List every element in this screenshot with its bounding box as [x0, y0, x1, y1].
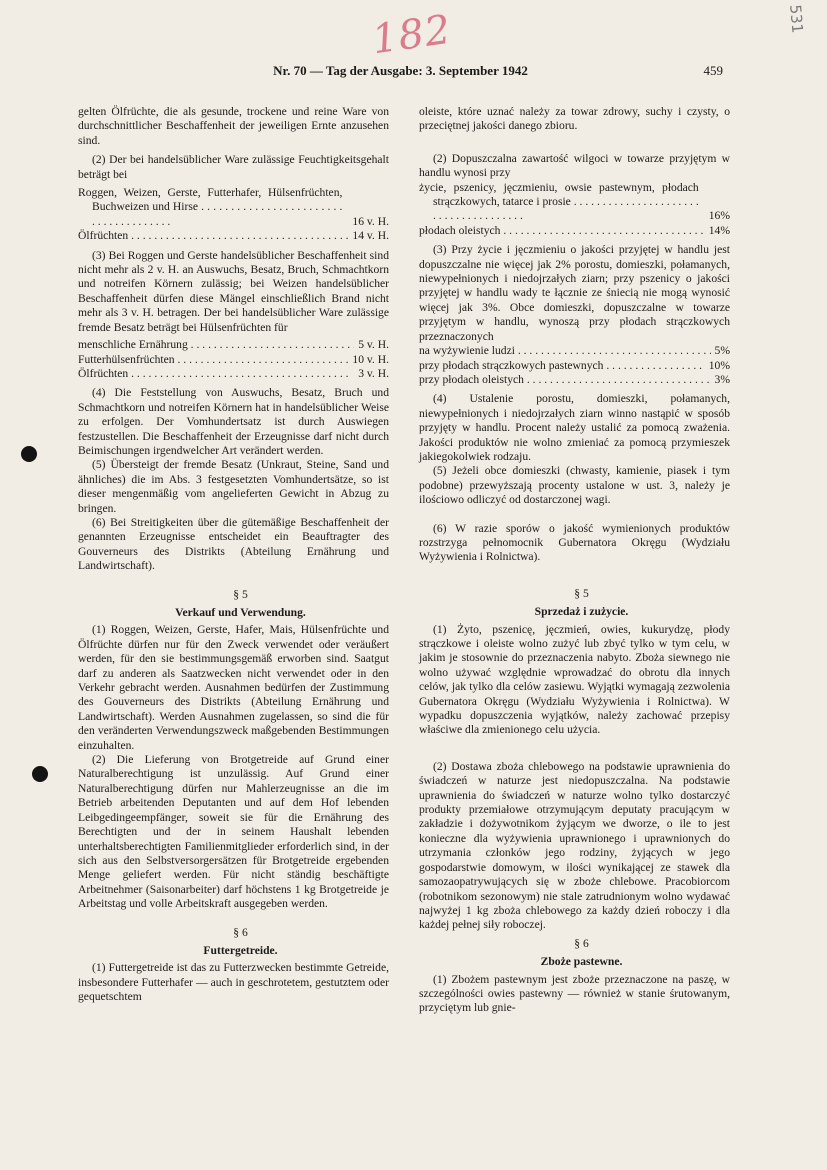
section-number: § 6: [574, 936, 589, 950]
rate-value: 5 v. H.: [358, 338, 389, 352]
rate-value: 10%: [708, 358, 730, 372]
paragraph: gelten Ölfrüchte, die als gesunde, trockene und reine Ware von durchschnittlicher Beschaffenheit der jeweiligen Ernte anzusehen sind.: [78, 105, 389, 147]
section-number: § 5: [574, 586, 589, 600]
rate-row: [78, 353, 389, 367]
paragraph: (1) Zbożem pastewnym jest zboże przeznaczone na paszę, w szczególności owies pastewny — również w stanie śrutowanym, przyciętym lub gnie-: [419, 972, 730, 1015]
rate-label: życie, pszenicy, jęczmieniu, owsie pastewnym, płodach strączkowych, tatarce i prosie . . .: [419, 181, 705, 224]
paragraph: (1) Futtergetreide ist das zu Futterzwecken bestimmte Getreide, insbesondere Futterhafer — auch in geschrotetem, gestutztem oder gequetschtem: [78, 961, 389, 1004]
page-header: [78, 63, 723, 83]
rate-row: [78, 338, 389, 352]
section-title: Sprzedaż i zużycie.: [534, 605, 629, 619]
paragraph: (4) Die Feststellung von Auswuchs, Besatz, Bruch und Schmachtkorn und notreifen Körnern hat in handelsüblicher Weise zu erfolgen. Der Vomhundertsatz ist durch Auswiegen festzustellen. Die Beschaffenheit der Erzeugnisse darf nicht durch Beimischungen irgendwelcher Art verändert werden.: [78, 386, 389, 457]
rate-label: płodach oleistych . . .: [419, 224, 705, 238]
paragraph: (2) Der bei handelsüblicher Ware zulässige Feuchtigkeitsgehalt beträgt bei: [78, 153, 389, 181]
paragraph: (2) Die Lieferung von Brotgetreide auf Grund einer Naturalberechtigung ist unzulässig. Auf Grund einer Naturalberechtigung dürfen nur Mahlerzeugnisse an die im Betrieb arbeitenden Deputanten und auf dem Hof lebenden Leibgedingeempfänger, soweit sie für die Ernährung des Berechtigten und der in seinem Haushalt lebenden unterhaltsberechtigten Familienmitglieder erforderlich sind, in der sich aus den Selbstversorgersätzen für Brotgetreide ergebenden Menge geliefert werden. Für nicht ständig beschäftigte Arbeitnehmer (Saisonarbeiter) darf höchstens 1 kg Brotgetreide je Arbeitstag und volle Arbeitskraft ausgegeben werden.: [78, 753, 389, 911]
rate-label: przy płodach oleistych . . .: [419, 373, 711, 387]
rate-row: [78, 229, 389, 243]
rate-label: przy płodach strączkowych pastewnych . . .: [419, 359, 705, 373]
rate-row: [419, 224, 730, 238]
german-column: [78, 105, 389, 1005]
section-title: Futtergetreide.: [203, 943, 278, 957]
rate-label: na wyżywienie ludzi . . .: [419, 344, 711, 358]
rate-label: Roggen, Weizen, Gerste, Futterhafer, Hülsenfrüchten, Buchweizen und Hirse . . .: [78, 186, 348, 229]
section-title: Zboże pastewne.: [540, 955, 623, 969]
rate-row: [78, 186, 389, 229]
paragraph: (3) Bei Roggen und Gerste handelsüblicher Beschaffenheit sind nicht mehr als 2 v. H. an Auswuchs, Besatz, Bruch, Schmachtkorn und notreifen Körnern zulässig; bei Weizen handelsüblicher Beschaffenheit dürfen diese Mängel einschließlich Brand nicht mehr als 3 v. H. betragen. Der bei handelsüblicher Ware zulässige fremde Besatz beträgt bei Hülsenfrüchten für: [78, 248, 389, 334]
paragraph: (2) Dopuszczalna zawartość wilgoci w towarze przyjętym w handlu wynosi przy: [419, 151, 730, 180]
paragraph: (4) Ustalenie porostu, domieszki, połamanych, niewypełnionych i niedojrzałych ziarn winno nastąpić w sposób przyjęty w handlu. Procent należy ustalić za pomocą zważenia. Jakości produktów nie wolno zmieniać za pomocą przymieszek jakiegokolwiek rodzaju.: [419, 392, 730, 463]
page-number: 459: [703, 63, 723, 78]
rate-row: [419, 359, 730, 373]
handwritten-page-number: 182: [369, 6, 455, 64]
rate-label: Futterhülsenfrüchten . . .: [78, 353, 348, 367]
section-number: § 5: [233, 587, 248, 601]
rate-value: 14%: [708, 223, 730, 237]
paragraph: (5) Übersteigt der fremde Besatz (Unkraut, Steine, Sand und ähnliches) die im Abs. 3 festgesetzten Vomhundertsätze, so ist dieser mengenmäßig vom angelieferten Gewicht in Abzug zu bringen.: [78, 458, 389, 515]
punch-hole: [32, 766, 48, 782]
section-number: § 6: [233, 925, 248, 939]
rate-row: [419, 373, 730, 387]
rate-row: [419, 344, 730, 358]
rate-value: 14 v. H.: [352, 229, 389, 243]
rate-row: [419, 181, 730, 224]
section-title: Verkauf und Verwendung.: [175, 606, 306, 619]
rate-value: 16 v. H.: [352, 214, 389, 228]
rate-label: Ölfrüchten . . .: [78, 229, 348, 243]
rate-row: [78, 367, 389, 381]
paragraph: (5) Jeżeli obce domieszki (chwasty, kamienie, piasek i tym podobne) przewyższają procenty ustalone w ust. 3, należy je ilościowo odliczyć od dostarczonej wagi.: [419, 464, 730, 507]
paragraph: (3) Przy życie i jęczmieniu o jakości przyjętej w handlu jest dopuszczalne nie więcej jak 2% porostu, domieszki, połamanych, niewypełnionych i niedojrzałych ziarn; przy pszenicy o jakości przyjętej w handlu wady te łącznie ze śniecią nie mogą wynosić więcej jak 3%. Obce domieszki, dopuszczalne w towarze przyjętym w handlu, wynoszą przy płodach strączkowych przeznaczonych: [419, 243, 730, 343]
rate-value: 16%: [708, 209, 730, 223]
paragraph: (6) Bei Streitigkeiten über die gütemäßige Beschaffenheit der genannten Erzeugnisse entscheidet ein Beauftragter des Gouverneurs des Distrikts (Abteilung Ernährung und Landwirtschaft).: [78, 515, 389, 573]
rate-label: Ölfrüchten . . .: [78, 367, 354, 381]
polish-column: [419, 105, 730, 1016]
rate-value: 5%: [714, 344, 730, 358]
pencil-archive-number: 531: [786, 3, 807, 35]
paragraph: (1) Żyto, pszenicę, jęczmień, owies, kukurydzę, płody strączkowe i oleiste wolno zużyć lub zbyć tylko w tym celu, w jakim je stosownie do przeznaczenia nabyto. Zboża siewnego nie wolno używać względnie wprowadzać do obrotu dla innych celów, jak tylko dla celów zasiewu. Wyjątki wymagają zezwolenia Gubernatora Okręgu (Wydziału Wyżywienia i Rolnictwa). W wypadku dopuszczenia wyjątków, należy zachować przepisy właściwe dla zmienionego celu użycia.: [419, 622, 730, 737]
paragraph: oleiste, które uznać należy za towar zdrowy, suchy i czysty, o przeciętnej jakości danego zbioru.: [419, 105, 730, 133]
paragraph: (1) Roggen, Weizen, Gerste, Hafer, Mais, Hülsenfrüchte und Ölfrüchte dürfen nur für den Zweck verwendet oder veräußert werden, für den sie bestimmungsgemäß erworben sind. Saatgut darf zu anderen als Saatzwecken nicht verwendet oder in den Verkehr gebracht werden. Ausnahmen bedürfen der Zustimmung des Gouverneurs des Distrikts (Abteilung Ernährung und Landwirtschaft). Werden Ausnahmen zugelassen, so sind die für den veränderten Verwendungszweck maßgebenden Bestimmungen einzuhalten.: [78, 623, 389, 752]
rate-value: 10 v. H.: [352, 352, 389, 366]
paragraph: (2) Dostawa zboża chlebowego na podstawie uprawnienia do świadczeń w naturze jest niedopuszczalna. Na podstawie uprawnienia do świadczeń w naturze wolno tylko dostarczyć produkty przemiałowe otrzymującym deputaty pracującym w zakładzie i dożywotnikom żyjącym we dworze, o ile to jest konieczne dla wyżywienia uprawnionego i uprawnionych do utrzymania członków jego rodziny, żyjących w jego gospodarstwie domowym, w ilości wynikającej ze stawek dla samozaopatrywujących się w zboże chlebowe. Pracobiorcom (robotnikom sezonowym) nie stale zatrudnionym wolno wydawać najwyżej 1 kg zboża chlebowego za każdy dzień roboczy i dla każdej pełnej siły roboczej.: [419, 759, 730, 932]
issue-title: Nr. 70 — Tag der Ausgabe: 3. September 1942: [273, 63, 528, 78]
rate-label: menschliche Ernährung . . .: [78, 338, 354, 352]
paragraph: (6) W razie sporów o jakość wymienionych produktów rozstrzyga pełnomocnik Gubernatora Okręgu (Wydziału Wyżywienia i Rolnictwa).: [419, 521, 730, 564]
rate-value: 3 v. H.: [358, 366, 389, 380]
rate-value: 3%: [714, 372, 730, 386]
punch-hole: [21, 446, 37, 462]
